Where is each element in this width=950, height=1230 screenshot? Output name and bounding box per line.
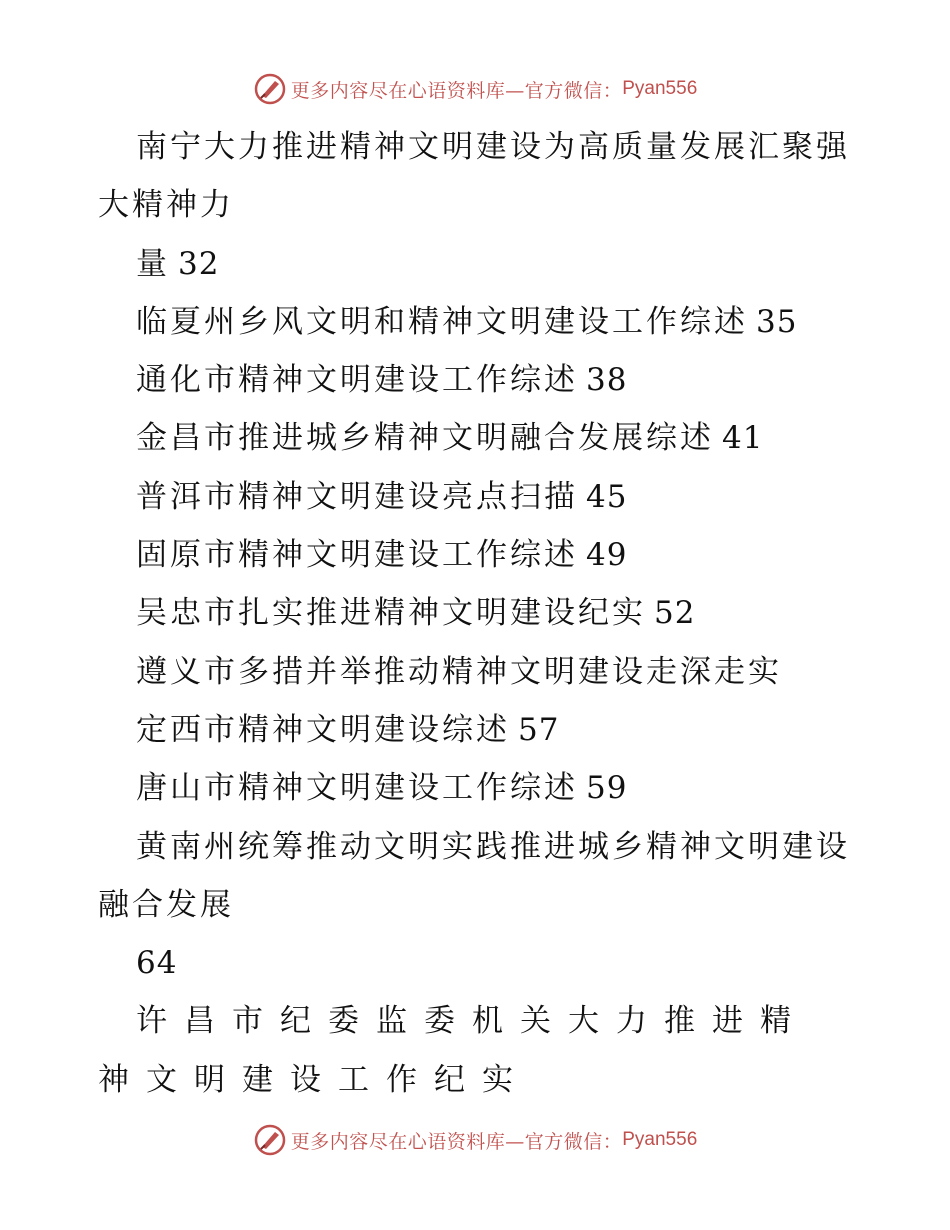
toc-entry-title: 定西市精神文明建设综述 bbox=[136, 711, 510, 748]
toc-entry bbox=[98, 818, 858, 935]
toc-entry-line: 许昌市纪委监委机关大力推进精 bbox=[136, 1003, 808, 1040]
toc-entry bbox=[98, 526, 858, 584]
toc-entry-title: 普洱市精神文明建设亮点扫描 bbox=[136, 478, 578, 515]
toc-entry-page-number: 52 bbox=[654, 595, 696, 632]
toc-entry-page-number: 49 bbox=[586, 537, 628, 574]
toc-entry-title: 吴忠市扎实推进精神文明建设纪实 bbox=[136, 595, 646, 632]
watermark-text: 更多内容尽在心语资料库—官方微信： bbox=[290, 79, 623, 102]
toc-entry-line: 融合发展 bbox=[98, 886, 234, 923]
quill-logo-icon bbox=[253, 72, 287, 106]
toc-entry bbox=[98, 409, 858, 467]
toc-entry-page-number: 32 bbox=[178, 245, 220, 282]
watermark-text: 更多内容尽在心语资料库—官方微信： bbox=[290, 1130, 623, 1153]
toc-entry-page-number: 45 bbox=[586, 478, 628, 515]
toc-entry bbox=[98, 643, 858, 701]
toc-entry-title: 唐山市精神文明建设工作综述 bbox=[136, 770, 578, 807]
toc-entry-page-number: 35 bbox=[756, 303, 798, 340]
watermark-wechat-id: Pyan556 bbox=[622, 78, 698, 99]
toc-entry bbox=[98, 235, 858, 293]
toc-entry bbox=[98, 468, 858, 526]
toc-entry-line: 神文明建设工作纪实 bbox=[98, 1061, 530, 1098]
toc-entry-page-number: 59 bbox=[586, 770, 628, 807]
header-watermark bbox=[0, 72, 950, 106]
toc-entry bbox=[98, 584, 858, 642]
toc-entry bbox=[98, 293, 858, 351]
toc-entry-line: 南宁大力推进精神文明建设为高质量发展汇聚强 bbox=[136, 129, 850, 165]
toc-list bbox=[98, 118, 858, 1109]
toc-entry bbox=[98, 351, 858, 409]
footer-watermark bbox=[0, 1123, 950, 1157]
toc-entry-page-number: 64 bbox=[136, 945, 178, 982]
toc-entry-page-number: 38 bbox=[586, 362, 628, 399]
toc-entry-title: 金昌市推进城乡精神文明融合发展综述 bbox=[136, 420, 714, 457]
toc-entry-title: 遵义市多措并举推动精神文明建设走深走实 bbox=[136, 653, 782, 690]
toc-entry-title: 临夏州乡风文明和精神文明建设工作综述 bbox=[136, 303, 748, 340]
toc-entry bbox=[98, 934, 858, 992]
toc-entry-line: 黄南州统筹推动文明实践推进城乡精神文明建设 bbox=[136, 828, 850, 865]
quill-logo-icon bbox=[253, 1123, 287, 1157]
toc-entry-line: 大精神力 bbox=[98, 187, 234, 224]
toc-entry-title: 通化市精神文明建设工作综述 bbox=[136, 362, 578, 399]
toc-entry bbox=[98, 759, 858, 817]
toc-entry-title: 固原市精神文明建设工作综述 bbox=[136, 537, 578, 574]
toc-entry-title: 量 bbox=[136, 245, 170, 282]
toc-entry bbox=[98, 701, 858, 759]
toc-entry bbox=[98, 118, 858, 235]
watermark-wechat-id: Pyan556 bbox=[622, 1129, 698, 1150]
toc-entry-page-number: 41 bbox=[722, 420, 764, 457]
toc-entry-page-number: 57 bbox=[518, 711, 560, 748]
toc-entry bbox=[98, 992, 858, 1109]
